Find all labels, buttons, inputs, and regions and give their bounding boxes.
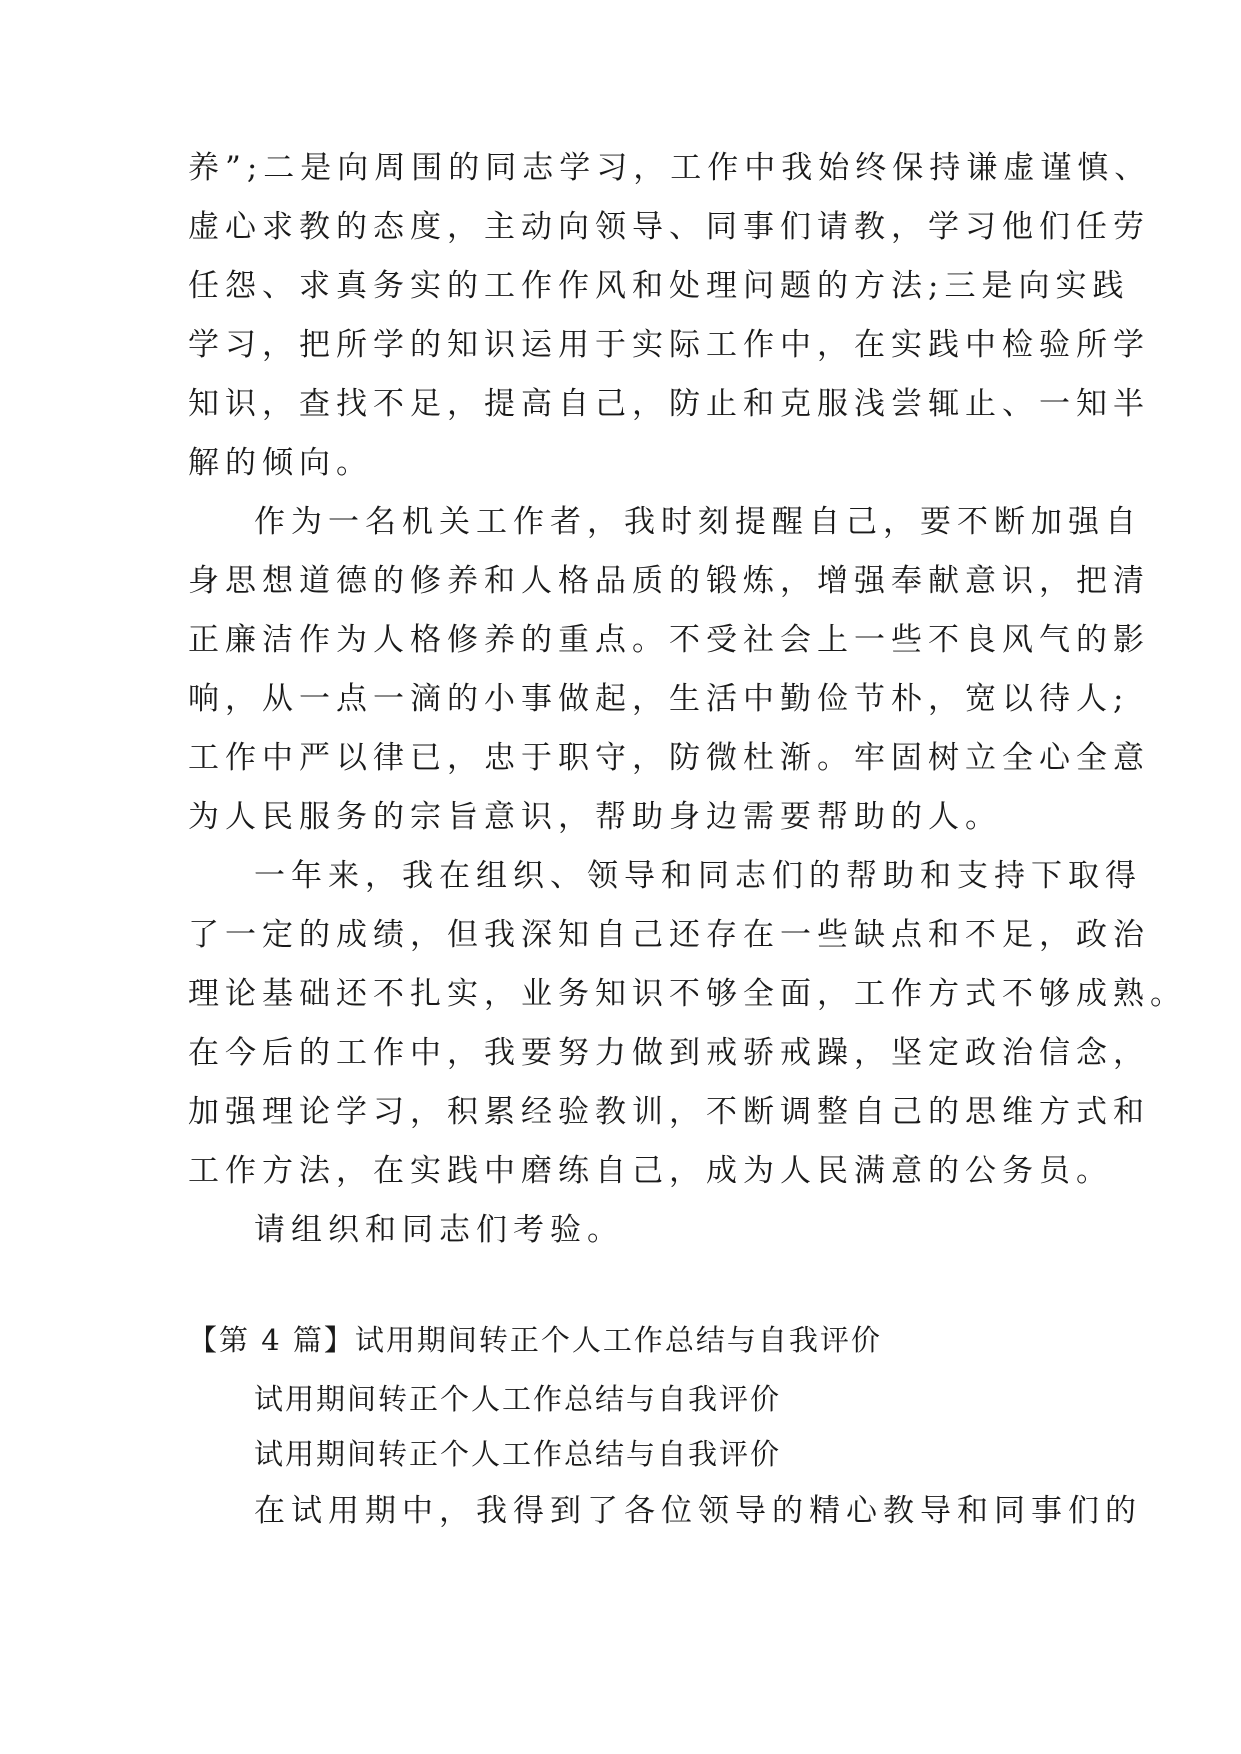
paragraph-2-line-2: 身思想道德的修养和人格品质的锻炼，增强奉献意识，把清 xyxy=(188,563,1150,599)
paragraph-1-line-1: 养”;二是向周围的同志学习，工作中我始终保持谦虚谨慎、 xyxy=(188,150,1152,186)
paragraph-1-line-5: 知识，查找不足，提高自己，防止和克服浅尝辄止、一知半 xyxy=(188,386,1150,422)
paragraph-2-line-4: 响，从一点一滴的小事做起，生活中勤俭节朴，宽以待人; xyxy=(188,681,1130,717)
section-heading: 【第 4 篇】试用期间转正个人工作总结与自我评价 xyxy=(188,1323,882,1357)
paragraph-1-line-3: 任怨、求真务实的工作作风和处理问题的方法;三是向实践 xyxy=(188,268,1130,304)
paragraph-3-line-4: 在今后的工作中，我要努力做到戒骄戒躁，坚定政治信念， xyxy=(188,1035,1150,1071)
paragraph-1-line-4: 学习，把所学的知识运用于实际工作中，在实践中检验所学 xyxy=(188,327,1150,363)
paragraph-4-line-1: 请组织和同志们考验。 xyxy=(254,1212,624,1248)
paragraph-3-line-6: 工作方法，在实践中磨练自己，成为人民满意的公务员。 xyxy=(188,1153,1113,1189)
paragraph-2-line-5: 工作中严以律已，忠于职守，防微杜渐。牢固树立全心全意 xyxy=(188,740,1150,776)
paragraph-3-line-1: 一年来，我在组织、领导和同志们的帮助和支持下取得 xyxy=(254,858,1142,894)
section-opening-line: 在试用期中，我得到了各位领导的精心教导和同事们的 xyxy=(254,1493,1142,1529)
paragraph-2-line-3: 正廉洁作为人格修养的重点。不受社会上一些不良风气的影 xyxy=(188,622,1150,658)
paragraph-2-line-6: 为人民服务的宗旨意识，帮助身边需要帮助的人。 xyxy=(188,799,1002,835)
section-subtitle-2: 试用期间转正个人工作总结与自我评价 xyxy=(254,1437,782,1471)
paragraph-3-line-2: 了一定的成绩，但我深知自己还存在一些缺点和不足，政治 xyxy=(188,917,1150,953)
paragraph-1-line-2: 虚心求教的态度，主动向领导、同事们请教，学习他们任劳 xyxy=(188,209,1150,245)
paragraph-1-line-6: 解的倾向。 xyxy=(188,445,373,481)
paragraph-2-line-1: 作为一名机关工作者，我时刻提醒自己，要不断加强自 xyxy=(254,504,1142,540)
section-subtitle-1: 试用期间转正个人工作总结与自我评价 xyxy=(254,1382,782,1416)
paragraph-3-line-3: 理论基础还不扎实，业务知识不够全面，工作方式不够成熟。 xyxy=(188,976,1187,1012)
paragraph-3-line-5: 加强理论学习，积累经验教训，不断调整自己的思维方式和 xyxy=(188,1094,1150,1130)
